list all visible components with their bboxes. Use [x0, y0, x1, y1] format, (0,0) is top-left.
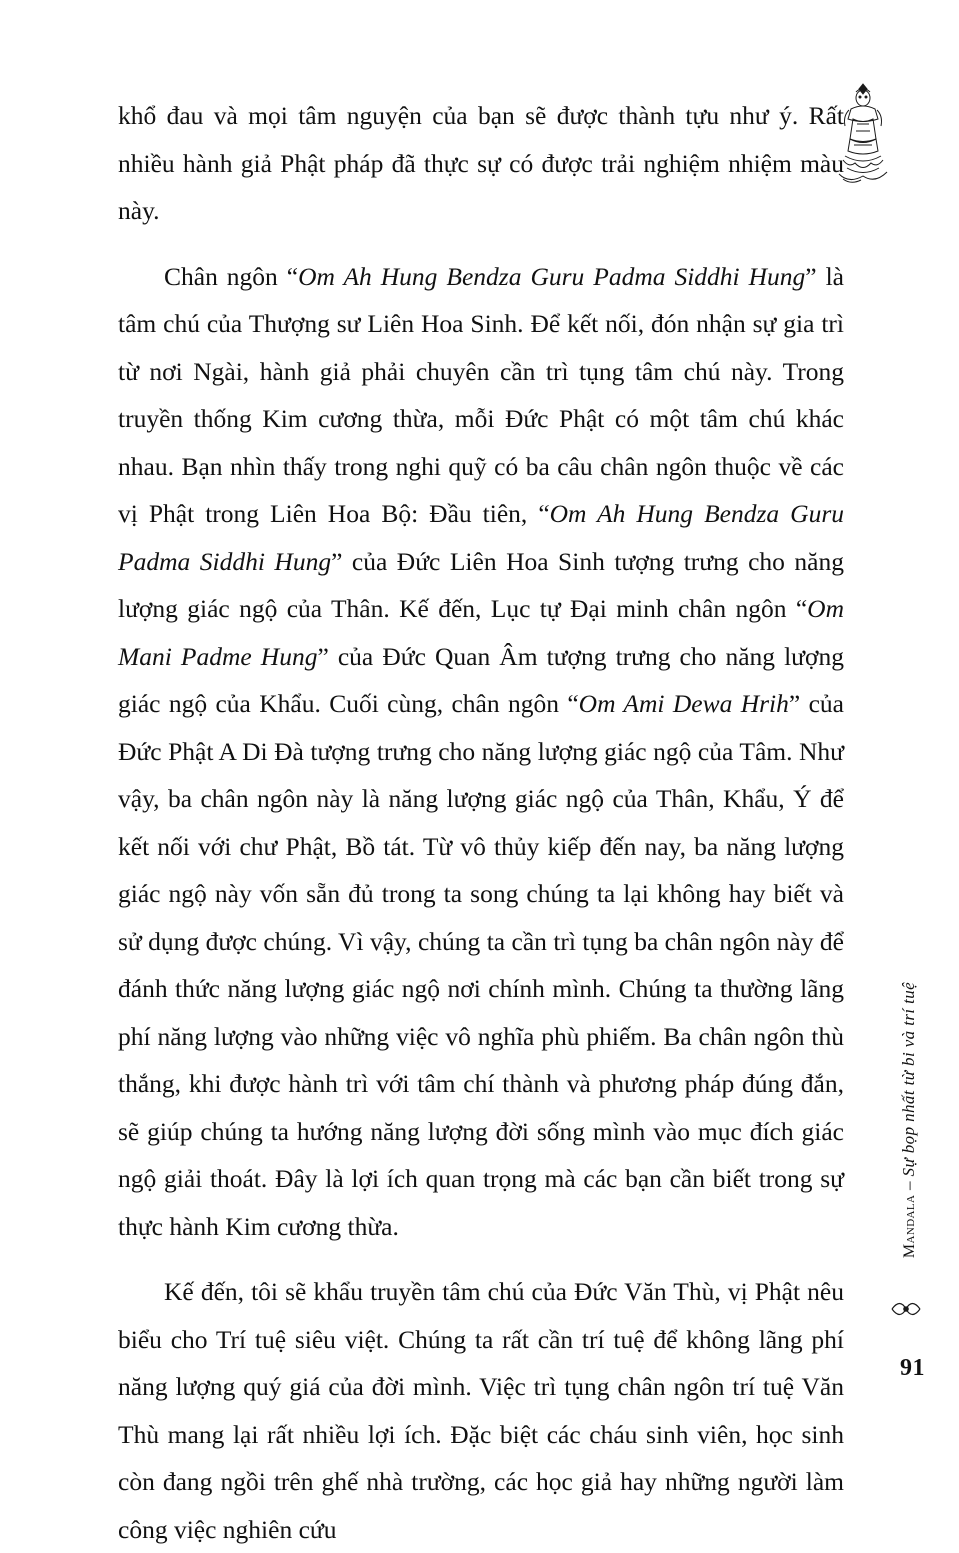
running-head-title: Mandala	[901, 1194, 918, 1259]
running-head-subtitle: Sự bọp nhất từ bi và trí tuệ	[899, 981, 918, 1177]
mantra-amitabha: Om Ami Dewa Hrih	[578, 689, 789, 718]
paragraph-2: Chân ngôn “Om Ah Hung Bendza Guru Padma Siddhi Hung” là tâm chú của Thượng sư Liên Hoa Sinh. Để kết nối, đón nhận sự gia trì từ nơi Ngài, hành giả phải chuyên cần trì tụng tâm chú này. Trong truyền thống Kim cương thừa, mỗi Đức Phật có một tâm chú khác nhau. Bạn nhìn thấy trong nghi quỹ có ba câu chân ngôn thuộc về các vị Phật trong Liên Hoa Bộ: Đầu tiên, “Om Ah Hung Bendza Guru Padma Siddhi Hung” của Đức Liên Hoa Sinh tượng trưng cho năng lượng giác ngộ của Thân. Kế đến, Lục tự Đại minh chân ngôn “Om Mani Padme Hung” của Đức Quan Âm tượng trưng cho năng lượng giác ngộ của Khẩu. Cuối cùng, chân ngôn “Om Ami Dewa Hrih” của Đức Phật A Di Đà tượng trưng cho năng lượng giác ngộ của Tâm. Như vậy, ba chân ngôn này là năng lượng giác ngộ của Thân, Khẩu, Ý để kết nối với chư Phật, Bồ tát. Từ vô thủy kiếp đến nay, ba năng lượng giác ngộ này vốn sẵn đủ trong ta song chúng ta lại không hay biết và sử dụng được chúng. Vì vậy, chúng ta cần trì tụng ba chân ngôn này để đánh thức năng lượng giác ngộ nơi chính mình. Chúng ta thường lãng phí năng lượng vào những việc vô nghĩa phù phiếm. Ba chân ngôn thù thắng, khi được hành trì với tâm chí thành và phương pháp đúng đắn, sẽ giúp chúng ta hướng năng lượng đời sống mình vào mục đích giác ngộ giải thoát. Đây là lợi ích quan trọng mà các bạn cần biết trong sự thực hành Kim cương thừa.	[118, 261, 844, 1241]
body-text-column	[118, 92, 844, 1553]
page-number: 91	[900, 1355, 925, 1381]
mantra-padmasambhava-1: Om Ah Hung Bendza Guru Padma Siddhi Hung	[298, 261, 806, 291]
paragraph-3: Kế đến, tôi sẽ khẩu truyền tâm chú của Đức Văn Thù, vị Phật nêu biểu cho Trí tuệ siêu việt. Chúng ta rất cần trí tuệ để không lãng phí năng lượng quý giá của đời mình. Việc trì tụng chân ngôn trí tuệ Văn Thù mang lại rất nhiều lợi ích. Đặc biệt các cháu sinh viên, học sinh còn đang ngồi trên ghế nhà trường, các học giả hay những người làm công việc nghiên cứu	[118, 1277, 844, 1544]
running-head	[889, 930, 929, 1310]
paragraph-1: khổ đau và mọi tâm nguyện của bạn sẽ được thành tựu như ý. Rất nhiều hành giả Phật pháp đã thực sự có được trải nghiệm nhiệm màu này.	[118, 101, 844, 225]
lotus-flourish-ornament	[889, 1295, 923, 1323]
mantra-padmasambhava-2: Om Ah Hung Bendza Guru Padma Siddhi Hung	[118, 499, 844, 576]
mantra-avalokitesvara: Om Mani Padme Hung	[118, 594, 844, 671]
running-head-separator: –	[899, 1176, 918, 1195]
